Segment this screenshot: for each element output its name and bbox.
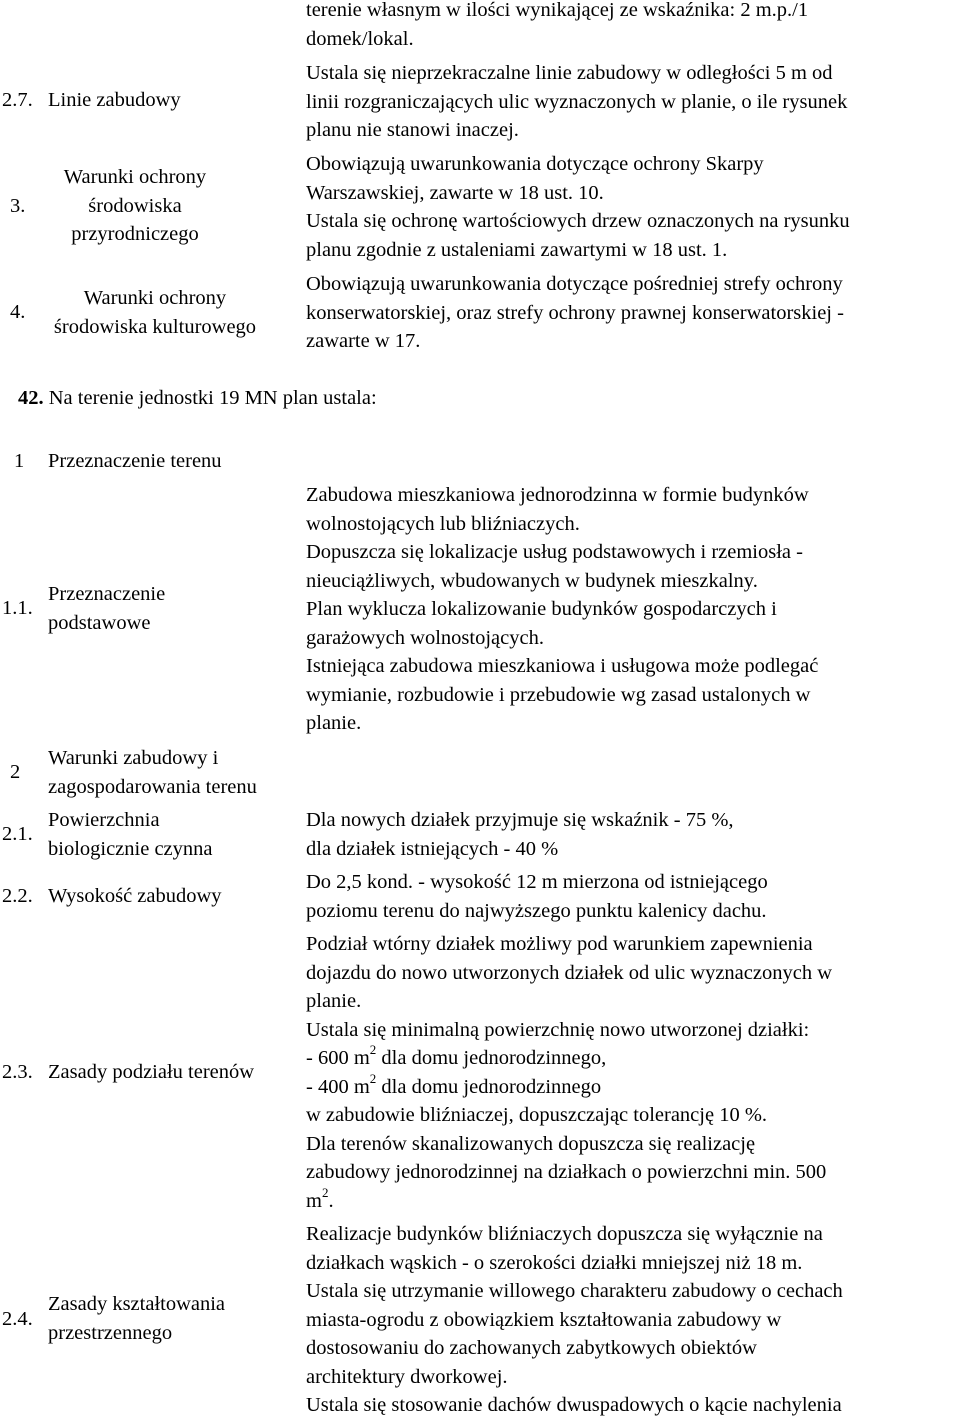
text-line: planu nie stanowi inaczej.	[306, 119, 519, 141]
text-line: Ustala się minimalną powierzchnię nowo utworzonej działki:	[306, 1018, 810, 1041]
row-label: Powierzchnia biologicznie czynna	[48, 809, 213, 860]
text-line: Dopuszcza się lokalizacje usług podstawowych i rzemiosła -	[306, 541, 803, 563]
row-label: Zasady podziału terenów	[48, 1061, 255, 1083]
text-line: domek/lokal.	[306, 27, 414, 50]
text-line: terenie własnym w ilości wynikającej ze wskaźnika: 2 m.p./1	[306, 0, 809, 21]
text-line: wolnostojących lub bliźniaczych.	[306, 512, 580, 535]
row-text	[306, 481, 958, 738]
text-line: garażowych wolnostojących.	[306, 626, 544, 649]
text-line: $m^2$.	[306, 1184, 334, 1212]
text-line: Do 2,5 kond. - wysokość 12 m mierzona od istniejącego	[306, 871, 768, 893]
row-label: Warunki ochrony środowiska przyrodniczego	[63, 166, 207, 245]
text-line: Realizacje budynków bliźniaczych dopuszcza się wyłącznie na	[306, 1223, 823, 1245]
row-number: 2.4.	[2, 1308, 33, 1330]
row-label: Przeznaczenie terenu	[48, 450, 222, 472]
text-line: planie.	[306, 990, 362, 1012]
text-line: planie.	[306, 712, 362, 734]
row-number: 1.1.	[2, 597, 33, 619]
text-line: - 400 $m^2$ dla domu jednorodzinnego	[306, 1070, 602, 1098]
text-line: wymianie, rozbudowie i przebudowie wg zasad ustalonych w	[306, 683, 811, 706]
row-number: 2.1.	[2, 823, 33, 845]
text-line: w zabudowie bliźniaczej, dopuszczając tolerancję 10 %.	[306, 1104, 768, 1126]
text-line: zabudowy jednorodzinnej na działkach o powierzchni min. 500	[306, 1161, 827, 1183]
section-heading	[18, 384, 377, 413]
text-line: nieuciążliwych, wbudowanych w budynek mieszkalny.	[306, 569, 758, 592]
text-line: Ustala się utrzymanie willowego charakteru zabudowy o cechach	[306, 1280, 843, 1302]
text-line: Plan wyklucza lokalizowanie budynków gospodarczych i	[306, 598, 777, 620]
row-text	[306, 150, 958, 264]
text-line: linii rozgraniczających ulic wyznaczonych w planie, o ile rysunek	[306, 90, 848, 113]
text-line: planu zgodnie z ustaleniami zawartymi w 18 ust. 1.	[306, 238, 728, 261]
text-line: Ustala się nieprzekraczalne linie zabudowy w odległości 5 m od	[306, 62, 833, 84]
row-label: Zasady kształtowania przestrzennego	[48, 1293, 226, 1344]
text-line: konserwatorskiej, oraz strefy ochrony prawnej konserwatorskiej -	[306, 301, 844, 324]
text-line: działkach wąskich - o szerokości działki mniejszej niż 18 m.	[306, 1251, 803, 1274]
text-line: Dla terenów skanalizowanych dopuszcza się realizację	[306, 1132, 756, 1155]
text-line: architektury dworkowej.	[306, 1365, 508, 1388]
row-number: 2.3.	[2, 1061, 33, 1083]
section-number: 42.	[18, 387, 44, 409]
text-line: Zabudowa mieszkaniowa jednorodzinna w formie budynków	[306, 484, 809, 506]
text-line: Podział wtórny działek możliwy pod warunkiem zapewnienia	[306, 933, 813, 955]
text-line: Istniejąca zabudowa mieszkaniowa i usługowa może podlegać	[306, 655, 819, 677]
text-line: dojazdu do nowo utworzonych działek od ulic wyznaczonych w	[306, 961, 833, 984]
text-line: Obowiązują uwarunkowania dotyczące pośredniej strefy ochrony	[306, 273, 843, 295]
row-label: Wysokość zabudowy	[48, 885, 222, 907]
text-line: dla działek istniejących - 40 %	[306, 837, 559, 860]
row-number: 4.	[10, 301, 26, 323]
text-line: Ustala się ochronę wartościowych drzew oznaczonych na rysunku	[306, 210, 850, 232]
section-title: Na terenie jednostki 19 MN plan ustala:	[48, 387, 377, 409]
continuation-text	[306, 0, 958, 53]
row-text	[306, 806, 958, 863]
row-number: 1	[14, 450, 25, 472]
row-text	[306, 1220, 958, 1420]
text-line: poziomu terenu do najwyższego punktu kalenicy dachu.	[306, 899, 767, 922]
row-number: 3.	[10, 195, 26, 217]
row-number: 2.2.	[2, 885, 33, 907]
row-number: 2.7.	[2, 89, 33, 111]
row-label: Przeznaczenie podstawowe	[48, 583, 166, 634]
row-text	[306, 930, 958, 1215]
text-line: - 600 $m^2$ dla domu jednorodzinnego,	[306, 1042, 607, 1069]
text-line: miasta-ogrodu z obowiązkiem kształtowania zabudowy w	[306, 1308, 782, 1331]
text-line: Dla nowych działek przyjmuje się wskaźnik - 75 %,	[306, 809, 734, 831]
row-text	[306, 270, 958, 356]
row-text	[306, 59, 958, 145]
text-line: Warszawskiej, zawarte w 18 ust. 10.	[306, 181, 604, 204]
row-label: Warunki ochrony środowiska kulturowego	[53, 287, 257, 338]
row-number: 2	[10, 761, 21, 783]
row-label: Linie zabudowy	[48, 89, 181, 111]
row-label: Warunki zabudowy i zagospodarowania terenu	[48, 747, 257, 798]
text-line: dostosowaniu do zachowanych zabytkowych obiektów	[306, 1337, 757, 1359]
text-line: Ustala się stosowanie dachów dwuspadowych o kącie nachylenia	[306, 1394, 842, 1416]
text-line: zawarte w 17.	[306, 330, 421, 352]
text-line: Obowiązują uwarunkowania dotyczące ochrony Skarpy	[306, 153, 764, 175]
row-text	[306, 868, 958, 925]
